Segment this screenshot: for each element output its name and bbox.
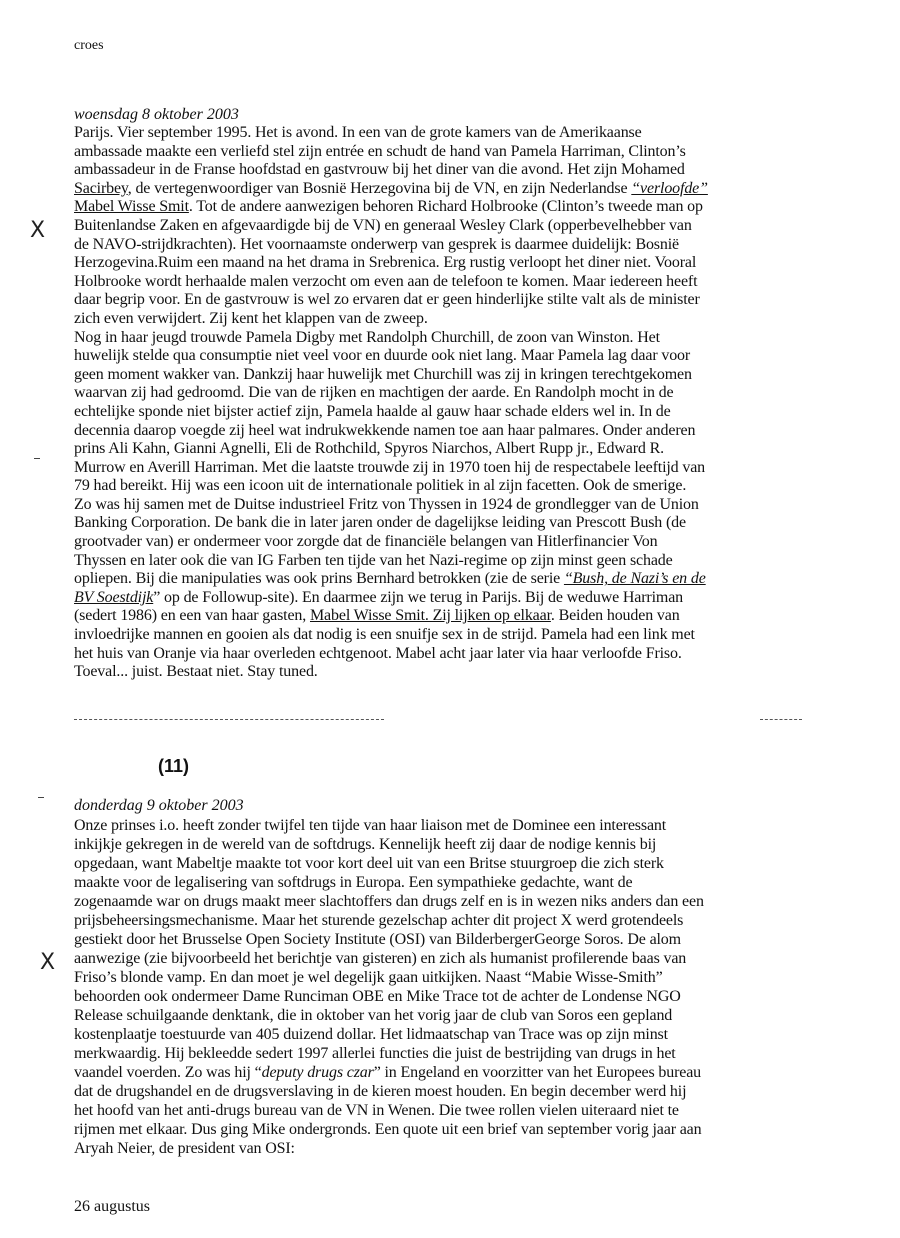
text-segment: Buitenlandse Zaken en afgevaardigde bij de VN) en generaal Wesley Clark (opperbevelhebber van <box>74 216 692 234</box>
text-segment: ” op de Followup-site). En daarmee zijn we terug in Parijs. Bij de weduwe Harriman <box>153 588 684 606</box>
italic-text: deputy drugs czar <box>261 1064 374 1081</box>
text-line <box>74 254 708 273</box>
text-segment: behoorden ook ondermeer Dame Runciman OBE en Mike Trace tot de achter de Londense NGO <box>74 988 681 1005</box>
text-line <box>74 236 708 255</box>
text-segment: Herzogevina.Ruim een maand na het drama in Srebrenica. Erg rustig verloopt het diner niet. Vooral <box>74 254 697 272</box>
text-line <box>74 422 708 441</box>
text-line <box>74 477 708 496</box>
text-line <box>74 180 708 199</box>
text-line <box>74 496 708 515</box>
text-segment: opliepen. Bij die manipulaties was ook prins Bernhard betrokken (zie de serie <box>74 570 564 588</box>
text-segment: . Tot de andere aanwezigen behoren Richard Holbrooke (Clinton’s tweede man op <box>188 198 703 216</box>
text-segment: inkijkje gekregen in de wereld van de softdrugs. Kennelijk heeft zij daar de nodige kennis bij <box>74 836 657 853</box>
text-segment: geen moment wakker van. Dankzij haar huwelijk met Churchill was zij in kringen terechtgekomen <box>74 365 692 383</box>
divider <box>760 719 802 720</box>
text-segment: prijsbeheersingsmechanisme. Maar het sturende gezelschap achter dit project X werd grotendeels <box>74 912 684 929</box>
text-segment: maakte voor de legalisering van softdrugs in Europa. Een sympathieke gedachte, want de <box>74 874 633 891</box>
text-segment: opgedaan, want Mabeltje maakte tot voor kort deel uit van een Britse stuurgroep die zich sterk <box>74 855 664 872</box>
text-segment: vaandel voerden. Zo was hij “ <box>74 1064 262 1081</box>
text-line <box>74 291 708 310</box>
entry-date: donderdag 9 oktober 2003 <box>74 797 244 814</box>
text-line <box>74 1082 704 1101</box>
text-segment: ambassade maakte een verliefd stel zijn entrée en schudt de hand van Pamela Harriman, Clinton’s <box>74 142 686 160</box>
underlined-text: Sacirbey <box>74 179 128 197</box>
text-line <box>74 514 708 533</box>
text-line <box>74 347 708 366</box>
text-line <box>74 273 708 292</box>
text-segment: zich even verwijdert. Zij kent het klappen van de zweep. <box>74 309 428 327</box>
underlined-text: “verloofde” <box>631 179 708 197</box>
underlined-text: “Bush, de Nazi’s en de <box>563 570 706 588</box>
text-line <box>74 384 708 403</box>
text-segment: Nog in haar jeugd trouwde Pamela Digby met Randolph Churchill, de zoon van Winston. Het <box>74 328 660 346</box>
text-line <box>74 1044 704 1063</box>
text-line <box>74 533 708 552</box>
text-segment: decennia daarop voegde zij heel wat indrukwekkende namen toe aan haar palmares. Onder anderen <box>74 421 696 439</box>
text-segment: Release schuilgaande denktank, die in oktober van het vorig jaar de club van Soros een gepland <box>74 1007 673 1024</box>
text-line <box>74 570 708 589</box>
underlined-text: Mabel Wisse Smit <box>74 198 189 216</box>
text-line <box>74 1006 704 1025</box>
text-line <box>74 198 708 217</box>
text-line <box>74 552 708 571</box>
text-segment: Banking Corporation. De bank die in later jaren onder de dagelijkse leiding van Prescott Bush (de <box>74 514 686 532</box>
entry-date: woensdag 8 oktober 2003 <box>74 106 239 123</box>
text-segment: gestiekt door het Brusselse Open Society Institute (OSI) van BilderbergerGeorge Soros. De alom <box>74 931 681 948</box>
text-segment: . Beiden houden van <box>550 607 680 625</box>
text-segment: dat de drugshandel en de drugsverslaving in de kieren moest houden. En begin december werd hij <box>74 1083 687 1100</box>
text-segment: Thyssen en later ook die van IG Farben ten tijde van het Nazi-regime op zijn minst geen schade <box>74 551 673 569</box>
handwritten-x-mark: X <box>30 218 46 243</box>
margin-tick <box>34 458 40 459</box>
text-line <box>74 987 704 1006</box>
text-segment: Holbrooke wordt herhaalde malen verzocht om even aan de telefoon te komen. Maar iedereen heeft <box>74 272 698 290</box>
text-segment: daar begrip voor. En de gastvrouw is wel zo ervaren dat er geen hinderlijke stilte valt als de minister <box>74 291 700 309</box>
underlined-text: Mabel Wisse Smit. Zij lijken op elkaar <box>309 607 551 625</box>
text-segment: 79 had bereikt. Hij was een icoon uit de internationale politiek in al zijn facetten. Ook de smerige. <box>74 477 687 495</box>
divider <box>74 719 384 720</box>
text-segment: Zo was hij samen met de Duitse industrieel Fritz von Thyssen in 1924 de grondlegger van de Union <box>74 495 699 513</box>
text-segment: kostenplaatje toestuurde van 405 duizend dollar. Het lidmaatschap van Trace was op zijn minst <box>74 1026 668 1043</box>
entry-body <box>74 124 708 682</box>
text-line <box>74 161 708 180</box>
text-line <box>74 143 708 162</box>
text-segment: ” in Engeland en voorzitter van het Europees bureau <box>373 1064 702 1081</box>
entry-body <box>74 816 704 1158</box>
text-line <box>74 1139 704 1158</box>
text-line <box>74 854 704 873</box>
text-segment: de NAVO-strijdkrachten). Het voornaamste onderwerp van gesprek is daarmee duidelijk: Bosnië <box>74 235 679 253</box>
text-segment: , de vertegenwoordiger van Bosnië Herzegovina bij de VN, en zijn Nederlandse <box>127 179 632 197</box>
text-line <box>74 440 708 459</box>
underlined-text: BV Soestdijk <box>74 588 154 606</box>
text-line <box>74 873 704 892</box>
margin-tick <box>38 797 44 798</box>
text-segment: het hoofd van het anti-drugs bureau van de VN in Wenen. Die twee rollen vielen uiteraard niet te <box>74 1102 679 1119</box>
text-segment: waarvan zij had gedroomd. Die van de rijken en machtigen der aarde. En Randolph mocht in de <box>74 384 674 402</box>
text-segment: Toeval... juist. Bestaat niet. Stay tuned. <box>74 663 318 681</box>
text-segment: Murrow en Averill Harriman. Met die laatste trouwde zij in 1970 toen hij de respectabele leeftijd van <box>74 458 706 476</box>
text-line <box>74 835 704 854</box>
handwritten-x-mark: X <box>40 950 56 975</box>
text-line <box>74 930 704 949</box>
text-segment: rijmen met elkaar. Dus ging Mike ondergronds. Een quote uit een brief van september vorig jaar aan <box>74 1121 702 1138</box>
text-segment: echtelijke sponde niet bijster actief zijn, Pamela haalde al gauw haar schade elders wel in. In de <box>74 402 671 420</box>
text-line <box>74 626 708 645</box>
page-footer: 26 augustus <box>74 1198 150 1215</box>
text-line <box>74 217 708 236</box>
text-line <box>74 1063 704 1082</box>
section-number: (11) <box>158 756 190 776</box>
text-segment: invloedrijke mannen en gooien als dat nodig is een snuifje sex in de strijd. Pamela had een link met <box>74 626 695 644</box>
text-segment: het huis van Oranje via haar overleden echtgenoot. Mabel acht jaar later via haar verloofde Friso. <box>74 644 682 662</box>
text-line <box>74 310 708 329</box>
text-line <box>74 892 704 911</box>
text-segment: Onze prinses i.o. heeft zonder twijfel ten tijde van haar liaison met de Dominee een interessant <box>74 817 667 834</box>
text-line <box>74 607 708 626</box>
text-segment: (sedert 1986) en een van haar gasten, <box>74 607 310 625</box>
text-segment: Parijs. Vier september 1995. Het is avond. In een van de grote kamers van de Amerikaanse <box>74 124 642 141</box>
text-line <box>74 1120 704 1139</box>
text-segment: grootvader van) er ondermeer voor zorgde dat de financiële belangen van Hitlerfinancier Von <box>74 533 658 551</box>
text-line <box>74 366 708 385</box>
text-segment: aanwezige (zie bijvoorbeeld het berichtje van gisteren) en zich als humanist profilerende baas van <box>74 950 687 967</box>
text-segment: Aryah Neier, de president van OSI: <box>74 1140 295 1157</box>
text-line <box>74 645 708 664</box>
text-line <box>74 816 704 835</box>
text-line <box>74 949 704 968</box>
text-segment: Friso’s blonde vamp. En dan moet je wel degelijk gaan uitkijken. Naast “Mabie Wisse-Smith” <box>74 969 663 986</box>
text-segment: huwelijk stelde qua consumptie niet veel voor en duurde ook niet lang. Maar Pamela lag daar voor <box>74 347 691 365</box>
document-header: croes <box>74 38 104 53</box>
text-line <box>74 329 708 348</box>
text-line <box>74 403 708 422</box>
text-line <box>74 968 704 987</box>
text-line <box>74 124 708 143</box>
text-line <box>74 459 708 478</box>
text-segment: ambassadeur in de Franse hoofdstad en gastvrouw bij het diner van die avond. Het zijn Mohamed <box>74 161 685 179</box>
text-segment: merkwaardig. Hij bekleedde sedert 1997 allerlei functies die juist de bestrijding van drugs in het <box>74 1045 676 1062</box>
text-segment: prins Ali Kahn, Gianni Agnelli, Eli de Rothchild, Spyros Niarchos, Albert Rupp jr., Edward R. <box>74 440 664 458</box>
text-line <box>74 1025 704 1044</box>
text-segment: zogenaamde war on drugs maakt meer slachtoffers dan drugs zelf en is in wezen niks anders dan een <box>74 893 704 910</box>
text-line <box>74 589 708 608</box>
text-line <box>74 911 704 930</box>
text-line <box>74 663 708 682</box>
text-line <box>74 1101 704 1120</box>
